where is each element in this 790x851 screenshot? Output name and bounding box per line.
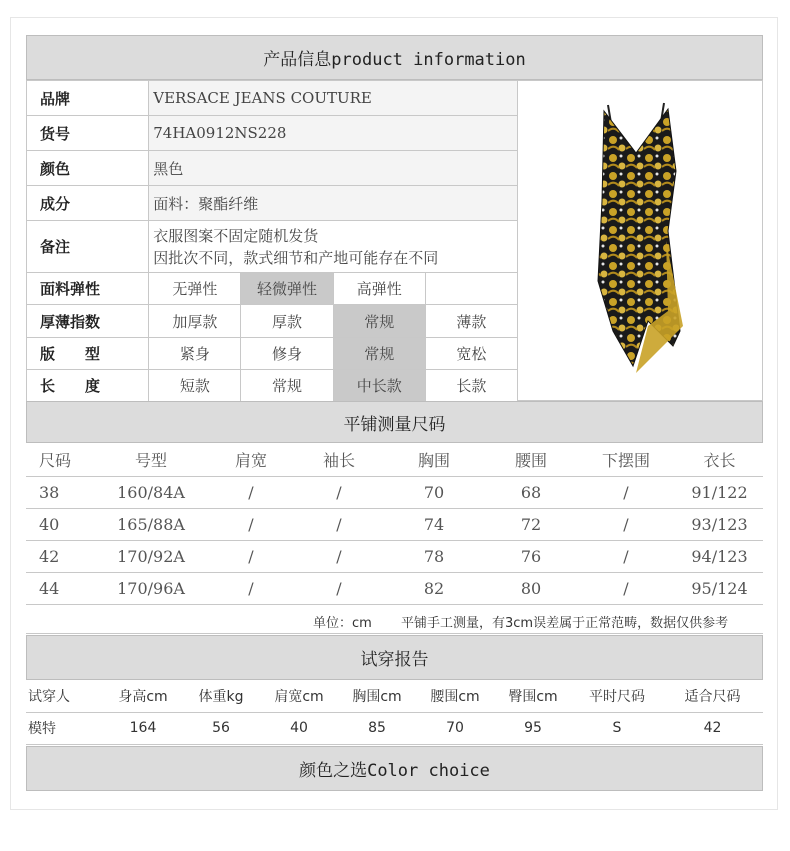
material-value: 面料：聚酯纤维 [149,186,518,221]
measure-header: 平铺测量尺码 [26,401,763,443]
attr-option: 长款 [425,370,517,402]
table-row [26,508,763,540]
table-cell: 80 [486,572,576,604]
product-photo [518,80,763,401]
measure-note [26,604,763,634]
table-cell: 82 [382,572,486,604]
attr-option-selected: 轻微弹性 [241,273,333,305]
table-cell: 164 [104,712,182,744]
table-cell: 模特 [26,712,104,744]
table-cell: S [572,712,662,744]
note-line-2: 因批次不同，款式细节和产地可能存在不同 [153,248,439,267]
table-cell: 38 [26,476,96,508]
column-header: 臀围cm [494,680,572,712]
attr-option: 高弹性 [333,273,425,305]
table-cell: 78 [382,540,486,572]
table-cell: 165/88A [96,508,206,540]
product-info-table [26,80,518,402]
sku-label: 货号 [27,116,149,151]
note-label: 备注 [27,221,149,273]
attr-option: 无弹性 [149,273,241,305]
column-header: 号型 [96,444,206,476]
size-table [26,444,763,605]
sku-value: 74HA0912NS228 [149,116,518,151]
column-header: 身高cm [104,680,182,712]
column-header: 肩宽 [206,444,296,476]
measure-disclaimer: 平铺手工测量，有3cm误差属于正常范畴，数据仅供参考 [401,616,729,631]
table-cell: / [576,476,676,508]
table-cell: 170/96A [96,572,206,604]
table-cell: / [576,540,676,572]
product-info-header: 产品信息product information [26,35,763,80]
brand-value: VERSACE JEANS COUTURE [149,81,518,116]
table-cell: 91/122 [676,476,763,508]
attr-option: 薄款 [425,305,517,338]
table-cell: 44 [26,572,96,604]
table-cell: 40 [260,712,338,744]
color-value: 黑色 [149,151,518,186]
table-cell: 70 [416,712,494,744]
column-header: 腰围cm [416,680,494,712]
table-cell: 95/124 [676,572,763,604]
attr-option: 紧身 [149,338,241,370]
column-header: 适合尺码 [662,680,763,712]
attr-row-elasticity [27,273,518,305]
table-cell: / [296,476,382,508]
column-header: 衣长 [676,444,763,476]
table-cell: / [206,508,296,540]
try-header-row [26,680,763,712]
column-header: 肩宽cm [260,680,338,712]
table-cell: 76 [486,540,576,572]
attr-label: 面料弹性 [27,273,149,305]
table-cell: 70 [382,476,486,508]
table-row [26,476,763,508]
table-cell: / [576,508,676,540]
attr-option [425,273,517,305]
table-cell: / [576,572,676,604]
attr-row-length [27,370,518,402]
dress-image [518,81,763,402]
color-label: 颜色 [27,151,149,186]
table-cell: 85 [338,712,416,744]
table-cell: 74 [382,508,486,540]
attr-option-selected: 常规 [333,305,425,338]
table-cell: 56 [182,712,260,744]
table-cell: 42 [662,712,763,744]
column-header: 平时尺码 [572,680,662,712]
table-row [26,540,763,572]
attr-row-thickness [27,305,518,338]
material-label: 成分 [27,186,149,221]
table-cell: 68 [486,476,576,508]
try-on-table [26,680,763,745]
column-header: 腰围 [486,444,576,476]
attr-option: 宽松 [425,338,517,370]
table-cell: 72 [486,508,576,540]
table-cell: / [206,540,296,572]
column-header: 下摆围 [576,444,676,476]
try-on-header: 试穿报告 [26,635,763,680]
attr-option-selected: 中长款 [333,370,425,402]
table-cell: 93/123 [676,508,763,540]
color-choice-header: 颜色之选Color choice [26,746,763,791]
column-header: 胸围cm [338,680,416,712]
attr-label: 长 度 [27,370,149,402]
brand-label: 品牌 [27,81,149,116]
column-header: 胸围 [382,444,486,476]
size-header-row [26,444,763,476]
attr-option-selected: 常规 [333,338,425,370]
unit-note: 单位：cm [313,616,372,631]
attr-option: 厚款 [241,305,333,338]
attr-option: 常规 [241,370,333,402]
table-cell: / [296,508,382,540]
column-header: 试穿人 [26,680,104,712]
table-cell: / [296,572,382,604]
attr-row-fit [27,338,518,370]
attr-label: 厚薄指数 [27,305,149,338]
attr-option: 加厚款 [149,305,241,338]
table-cell: 160/84A [96,476,206,508]
column-header: 尺码 [26,444,96,476]
table-cell: 94/123 [676,540,763,572]
table-cell: / [296,540,382,572]
table-cell: 170/92A [96,540,206,572]
table-row [26,572,763,604]
table-cell: 95 [494,712,572,744]
table-cell: 40 [26,508,96,540]
table-row [26,712,763,744]
attr-option: 修身 [241,338,333,370]
table-cell: / [206,572,296,604]
table-cell: / [206,476,296,508]
column-header: 体重kg [182,680,260,712]
attr-label: 版 型 [27,338,149,370]
table-cell: 42 [26,540,96,572]
note-line-1: 衣服图案不固定随机发货 [153,226,319,245]
column-header: 袖长 [296,444,382,476]
note-value [149,221,518,273]
attr-option: 短款 [149,370,241,402]
